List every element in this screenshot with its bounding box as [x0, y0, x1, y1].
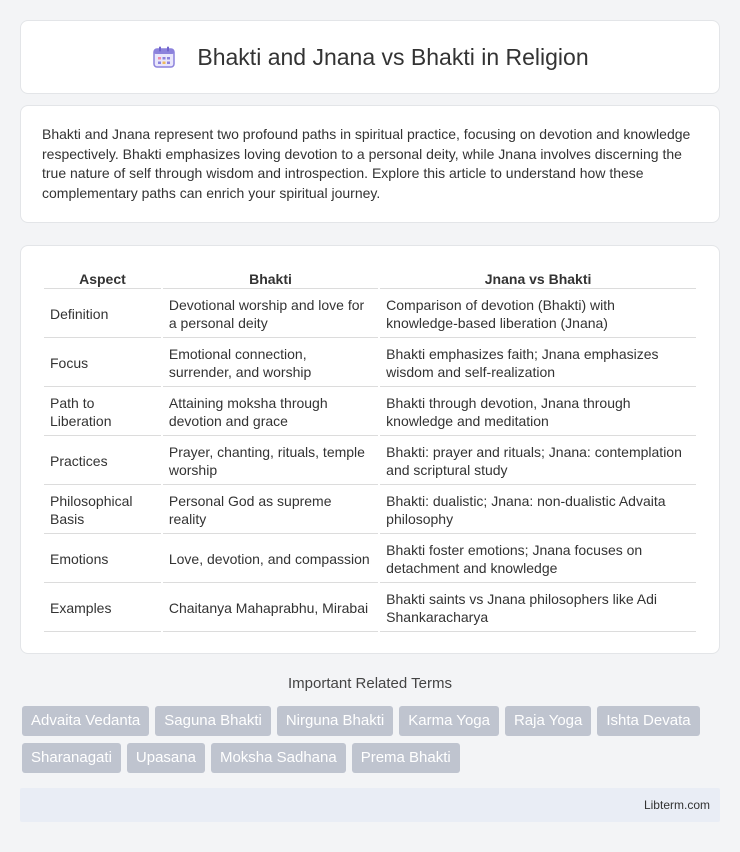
- related-terms-list: [22, 706, 722, 773]
- row-comparison: Comparison of devotion (Bhakti) with knowledge-based liberation (Jnana): [380, 291, 696, 338]
- row-comparison: Bhakti saints vs Jnana philosophers like Adi Shankaracharya: [380, 585, 696, 632]
- tag-karma-yoga[interactable]: Karma Yoga: [399, 706, 499, 736]
- row-aspect: Focus: [44, 340, 161, 387]
- table-row: [44, 389, 696, 436]
- title-card: [20, 20, 720, 94]
- tag-nirguna-bhakti[interactable]: Nirguna Bhakti: [277, 706, 393, 736]
- comparison-table: [42, 266, 698, 634]
- tag-prema-bhakti[interactable]: Prema Bhakti: [352, 743, 460, 773]
- table-row: [44, 487, 696, 534]
- row-bhakti: Prayer, chanting, rituals, temple worship: [163, 438, 378, 485]
- row-bhakti: Devotional worship and love for a personal deity: [163, 291, 378, 338]
- row-comparison: Bhakti: dualistic; Jnana: non-dualistic Advaita philosophy: [380, 487, 696, 534]
- table-row: [44, 536, 696, 583]
- footer: [20, 788, 720, 822]
- intro-card: [20, 105, 720, 223]
- table-row: [44, 438, 696, 485]
- intro-paragraph: Bhakti and Jnana represent two profound paths in spiritual practice, focusing on devotion and knowledge respectively. Bhakti emphasizes loving devotion to a personal deity, while Jnana involves discerning the true nature of self through wisdom and introspection. Explore this article to understand how these complementary paths can enrich your spiritual journey.: [42, 126, 691, 201]
- table-header-row: [44, 268, 696, 289]
- tag-moksha-sadhana[interactable]: Moksha Sadhana: [211, 743, 346, 773]
- row-comparison: Bhakti emphasizes faith; Jnana emphasizes wisdom and self-realization: [380, 340, 696, 387]
- tag-saguna-bhakti[interactable]: Saguna Bhakti: [155, 706, 271, 736]
- row-bhakti: Love, devotion, and compassion: [163, 536, 378, 583]
- row-aspect: Definition: [44, 291, 161, 338]
- header-aspect: Aspect: [44, 268, 161, 289]
- row-comparison: Bhakti foster emotions; Jnana focuses on detachment and knowledge: [380, 536, 696, 583]
- row-bhakti: Personal God as supreme reality: [163, 487, 378, 534]
- header-bhakti: Bhakti: [163, 268, 378, 289]
- calendar-icon: [151, 44, 177, 70]
- row-aspect: Practices: [44, 438, 161, 485]
- page-title: Bhakti and Jnana vs Bhakti in Religion: [197, 43, 589, 70]
- tag-advaita-vedanta[interactable]: Advaita Vedanta: [22, 706, 149, 736]
- header-jnana-vs-bhakti: Jnana vs Bhakti: [380, 268, 696, 289]
- tag-sharanagati[interactable]: Sharanagati: [22, 743, 121, 773]
- table-row: [44, 585, 696, 632]
- row-aspect: Path to Liberation: [44, 389, 161, 436]
- row-comparison: Bhakti through devotion, Jnana through knowledge and meditation: [380, 389, 696, 436]
- row-bhakti: Attaining moksha through devotion and grace: [163, 389, 378, 436]
- table-row: [44, 340, 696, 387]
- tag-raja-yoga[interactable]: Raja Yoga: [505, 706, 591, 736]
- tag-ishta-devata[interactable]: Ishta Devata: [597, 706, 699, 736]
- row-aspect: Examples: [44, 585, 161, 632]
- table-row: [44, 291, 696, 338]
- footer-site-link[interactable]: Libterm.com: [643, 798, 710, 812]
- row-bhakti: Chaitanya Mahaprabhu, Mirabai: [163, 585, 378, 632]
- related-terms-title: Important Related Terms: [288, 675, 452, 692]
- row-bhakti: Emotional connection, surrender, and worship: [163, 340, 378, 387]
- row-comparison: Bhakti: prayer and rituals; Jnana: contemplation and scriptural study: [380, 438, 696, 485]
- comparison-table-card: [20, 245, 720, 654]
- row-aspect: Emotions: [44, 536, 161, 583]
- row-aspect: Philosophical Basis: [44, 487, 161, 534]
- tag-upasana[interactable]: Upasana: [127, 743, 205, 773]
